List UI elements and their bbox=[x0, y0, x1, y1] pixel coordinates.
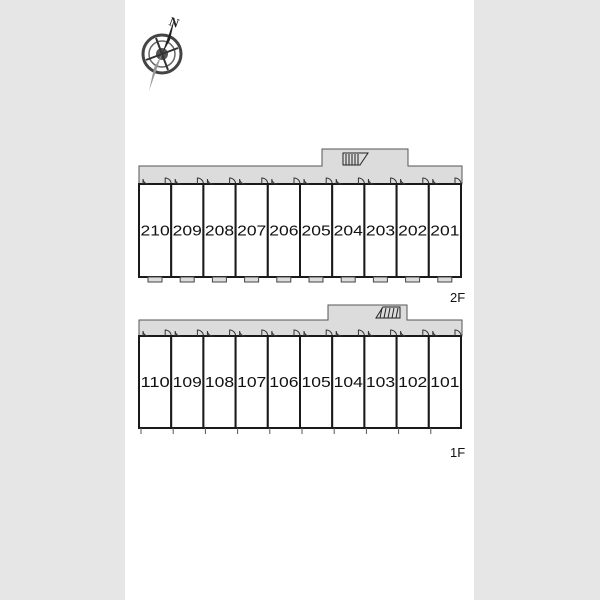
unit-109[interactable] bbox=[171, 330, 203, 434]
floor-2f-plan bbox=[139, 149, 462, 282]
unit-number-label: 204 bbox=[333, 222, 363, 240]
unit-number-label: 208 bbox=[204, 222, 235, 240]
balcony bbox=[148, 277, 162, 282]
unit-106[interactable] bbox=[268, 330, 300, 434]
compass-north-label: N bbox=[167, 13, 182, 31]
unit-103[interactable] bbox=[364, 330, 396, 434]
balcony bbox=[245, 277, 259, 282]
floor-label-1f: 1F bbox=[450, 445, 466, 460]
unit-101[interactable] bbox=[429, 330, 461, 434]
unit-208[interactable] bbox=[203, 178, 235, 282]
balcony bbox=[438, 277, 452, 282]
unit-number-label: 202 bbox=[398, 222, 428, 240]
unit-209[interactable] bbox=[171, 178, 203, 282]
unit-number-label: 106 bbox=[269, 374, 299, 391]
balcony bbox=[341, 277, 355, 282]
unit-number-label: 205 bbox=[301, 222, 331, 240]
unit-number-label: 107 bbox=[237, 374, 267, 391]
corridor-2f bbox=[139, 149, 462, 184]
unit-number-label: 108 bbox=[204, 374, 235, 391]
unit-201[interactable] bbox=[429, 178, 461, 282]
balcony bbox=[373, 277, 387, 282]
unit-number-label: 201 bbox=[430, 222, 460, 240]
unit-number-label: 103 bbox=[365, 374, 396, 391]
floor-1f-plan bbox=[139, 305, 462, 434]
unit-205[interactable] bbox=[300, 178, 332, 282]
unit-204[interactable] bbox=[332, 178, 364, 282]
unit-number-label: 209 bbox=[172, 222, 202, 240]
balcony bbox=[406, 277, 420, 282]
unit-102[interactable] bbox=[397, 330, 429, 434]
unit-108[interactable] bbox=[203, 330, 235, 434]
unit-number-label: 109 bbox=[172, 374, 202, 391]
unit-203[interactable] bbox=[364, 178, 396, 282]
floor-label-2f: 2F bbox=[450, 290, 466, 305]
unit-number-label: 207 bbox=[237, 222, 267, 240]
unit-202[interactable] bbox=[397, 178, 429, 282]
unit-number-label: 203 bbox=[365, 222, 396, 240]
unit-number-label: 105 bbox=[301, 374, 331, 391]
unit-number-label: 210 bbox=[140, 222, 170, 240]
unit-104[interactable] bbox=[332, 330, 364, 434]
balcony bbox=[180, 277, 194, 282]
unit-206[interactable] bbox=[268, 178, 300, 282]
unit-105[interactable] bbox=[300, 330, 332, 434]
balcony bbox=[277, 277, 291, 282]
unit-number-label: 110 bbox=[140, 374, 170, 391]
unit-number-label: 206 bbox=[269, 222, 299, 240]
balcony bbox=[212, 277, 226, 282]
unit-number-label: 102 bbox=[398, 374, 428, 391]
unit-107[interactable] bbox=[236, 330, 268, 434]
unit-number-label: 101 bbox=[430, 374, 460, 391]
unit-110[interactable] bbox=[139, 330, 171, 434]
balcony bbox=[309, 277, 323, 282]
unit-number-label: 104 bbox=[333, 374, 363, 391]
corridor-1f bbox=[139, 305, 462, 336]
unit-207[interactable] bbox=[236, 178, 268, 282]
unit-210[interactable] bbox=[139, 178, 171, 282]
